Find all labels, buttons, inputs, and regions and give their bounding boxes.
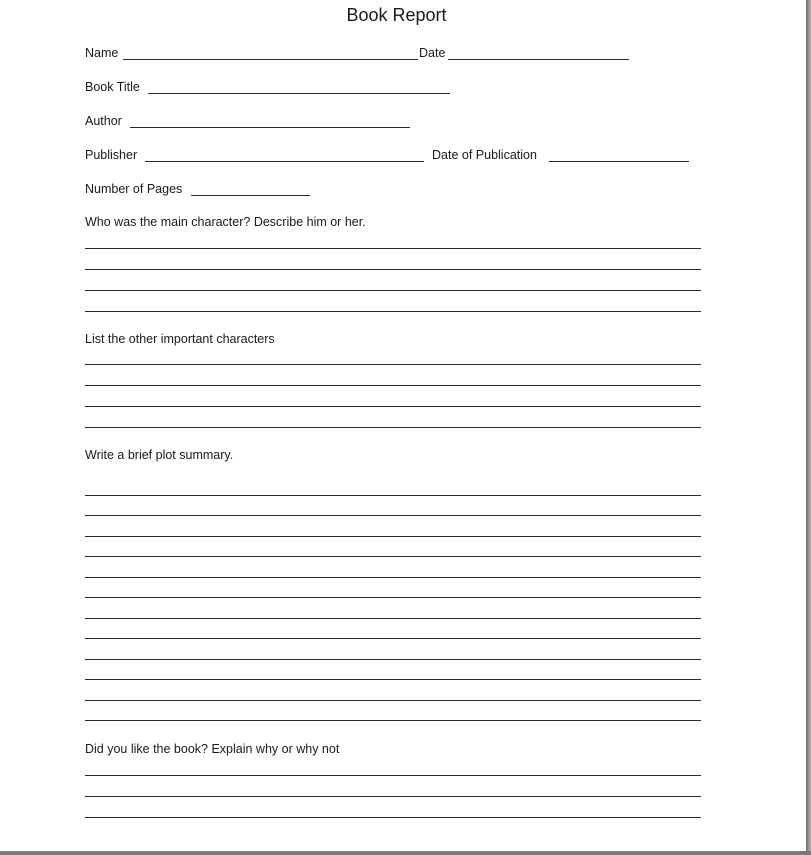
- main-character-question: Who was the main character? Describe him or her.: [85, 215, 366, 229]
- publisher-field[interactable]: [145, 161, 424, 162]
- answer-line[interactable]: [85, 364, 701, 365]
- plot-summary-question: Write a brief plot summary.: [85, 448, 234, 462]
- liked-book-answer-lines[interactable]: [85, 765, 701, 825]
- answer-line[interactable]: [85, 290, 701, 291]
- answer-line[interactable]: [85, 796, 701, 797]
- answer-line[interactable]: [85, 536, 701, 537]
- answer-line[interactable]: [85, 515, 701, 516]
- answer-line[interactable]: [85, 556, 701, 557]
- publisher-row: [85, 147, 705, 163]
- answer-line[interactable]: [85, 679, 701, 680]
- liked-book-question: Did you like the book? Explain why or why not: [85, 742, 340, 756]
- plot-summary-answer-lines[interactable]: [85, 480, 701, 725]
- answer-line[interactable]: [85, 577, 701, 578]
- publisher-label: Publisher: [85, 148, 138, 162]
- answer-line[interactable]: [85, 700, 701, 701]
- book-title-field[interactable]: [148, 93, 450, 94]
- number-of-pages-label: Number of Pages: [85, 182, 183, 196]
- date-of-publication-label: Date of Publication: [432, 148, 537, 162]
- author-row: [85, 113, 425, 129]
- answer-line[interactable]: [85, 638, 701, 639]
- name-label: Name: [85, 46, 119, 60]
- answer-line[interactable]: [85, 385, 701, 386]
- answer-line[interactable]: [85, 659, 701, 660]
- answer-line[interactable]: [85, 817, 701, 818]
- number-of-pages-row: [85, 181, 325, 197]
- answer-line[interactable]: [85, 406, 701, 407]
- answer-line[interactable]: [85, 269, 701, 270]
- answer-line[interactable]: [85, 618, 701, 619]
- answer-line[interactable]: [85, 720, 701, 721]
- answer-line[interactable]: [85, 495, 701, 496]
- other-characters-question: List the other important characters: [85, 332, 275, 346]
- other-characters-answer-lines[interactable]: [85, 355, 701, 435]
- answer-line[interactable]: [85, 427, 701, 428]
- book-title-row: [85, 79, 465, 95]
- author-label: Author: [85, 114, 122, 128]
- author-field[interactable]: [130, 127, 410, 128]
- number-of-pages-field[interactable]: [191, 195, 310, 196]
- book-title-label: Book Title: [85, 80, 140, 94]
- date-of-publication-field[interactable]: [549, 161, 689, 162]
- page-title: Book Report: [346, 5, 447, 25]
- answer-line[interactable]: [85, 248, 701, 249]
- name-date-row: [85, 45, 645, 61]
- answer-line[interactable]: [85, 597, 701, 598]
- name-field[interactable]: [123, 59, 418, 60]
- answer-line[interactable]: [85, 775, 701, 776]
- date-field[interactable]: [448, 59, 629, 60]
- answer-line[interactable]: [85, 311, 701, 312]
- date-label: Date: [419, 46, 446, 60]
- main-character-answer-lines[interactable]: [85, 238, 701, 318]
- page-bottom-shadow: [0, 851, 811, 855]
- page-edge-shadow: [806, 0, 811, 855]
